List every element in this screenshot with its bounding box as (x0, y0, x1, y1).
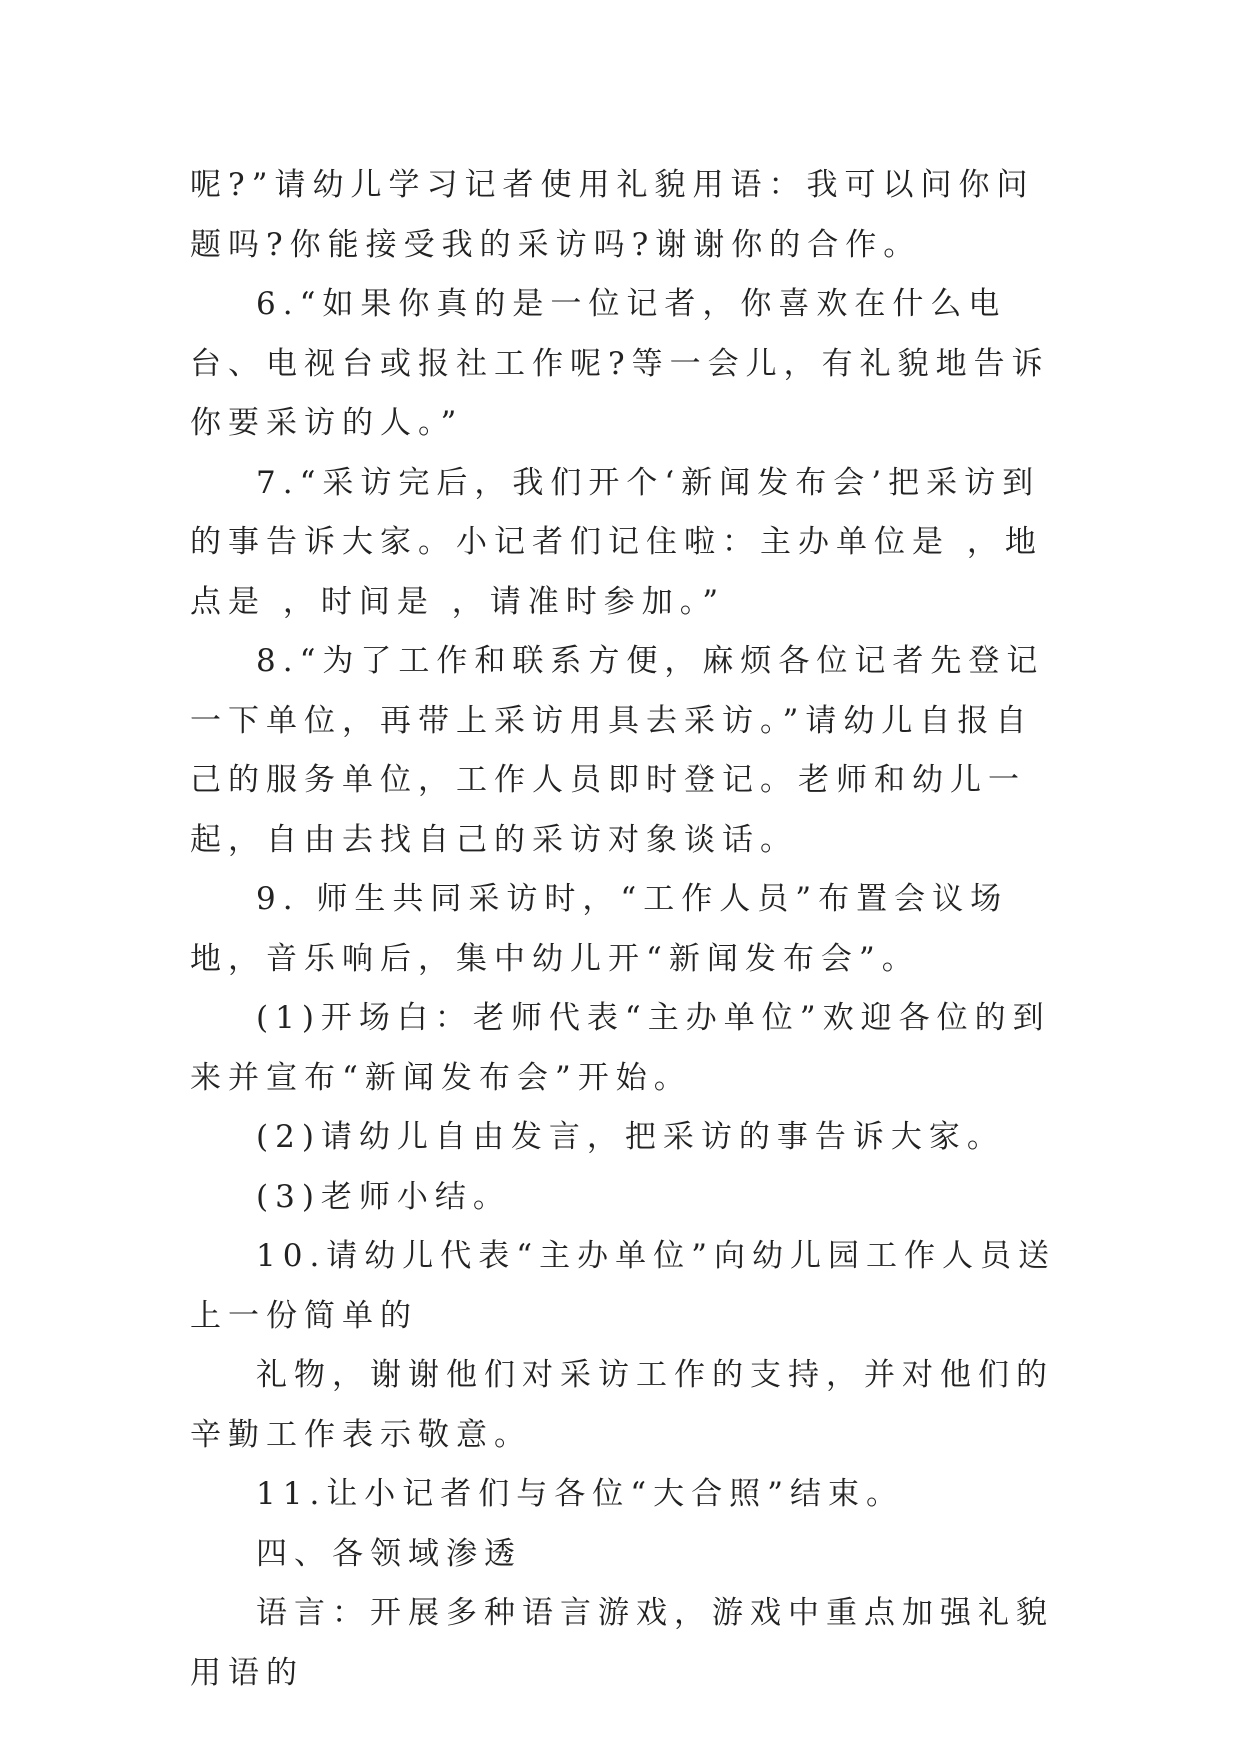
paragraph-language: 语言：开展多种语言游戏，游戏中重点加强礼貌用语的 (190, 1595, 1054, 1691)
paragraph-step-8: 8.“为了工作和联系方便，麻烦各位记者先登记一下单位，再带上采访用具去采访。”请幼儿自报自己的服务单位，工作人员即时登记。老师和幼儿一起，自由去找自己的采访对象谈话。 (190, 643, 1045, 858)
paragraph-substep-3: (3)老师小结。 (256, 1178, 511, 1215)
paragraph-step-11: 11.让小记者们与各位“大合照”结束。 (256, 1476, 904, 1512)
paragraph-continuation: 呢?”请幼儿学习记者使用礼貌用语：我可以问你问题吗?你能接受我的采访吗?谢谢你的合作。 (190, 167, 1035, 263)
document-body (190, 156, 1070, 1703)
paragraph-step-6: 6.“如果你真的是一位记者，你喜欢在什么电台、电视台或报社工作呢?等一会儿，有礼貌地告诉你要采访的人。” (190, 286, 1050, 441)
paragraph-substep-1: (1)开场白：老师代表“主办单位”欢迎各位的到来并宣布“新闻发布会”开始。 (190, 1000, 1051, 1096)
paragraph-step-7: 7.“采访完后，我们开个‘新闻发布会’把采访到的事告诉大家。小记者们记住啦：主办单位是 ，地点是 ，时间是 ，请准时参加。” (190, 464, 1043, 620)
paragraph-substep-2: (2)请幼儿自由发言，把采访的事告诉大家。 (256, 1119, 1005, 1155)
paragraph-step-9: 9. 师生共同采访时，“工作人员”布置会议场地，音乐响后，集中幼儿开“新闻发布会”。 (190, 881, 1009, 977)
paragraph-step-10-continued: 礼物，谢谢他们对采访工作的支持，并对他们的辛勤工作表示敬意。 (190, 1357, 1054, 1453)
paragraph-step-10: 10.请幼儿代表“主办单位”向幼儿园工作人员送上一份简单的 (190, 1238, 1056, 1334)
section-heading-domains: 四、各领域渗透 (256, 1535, 522, 1572)
